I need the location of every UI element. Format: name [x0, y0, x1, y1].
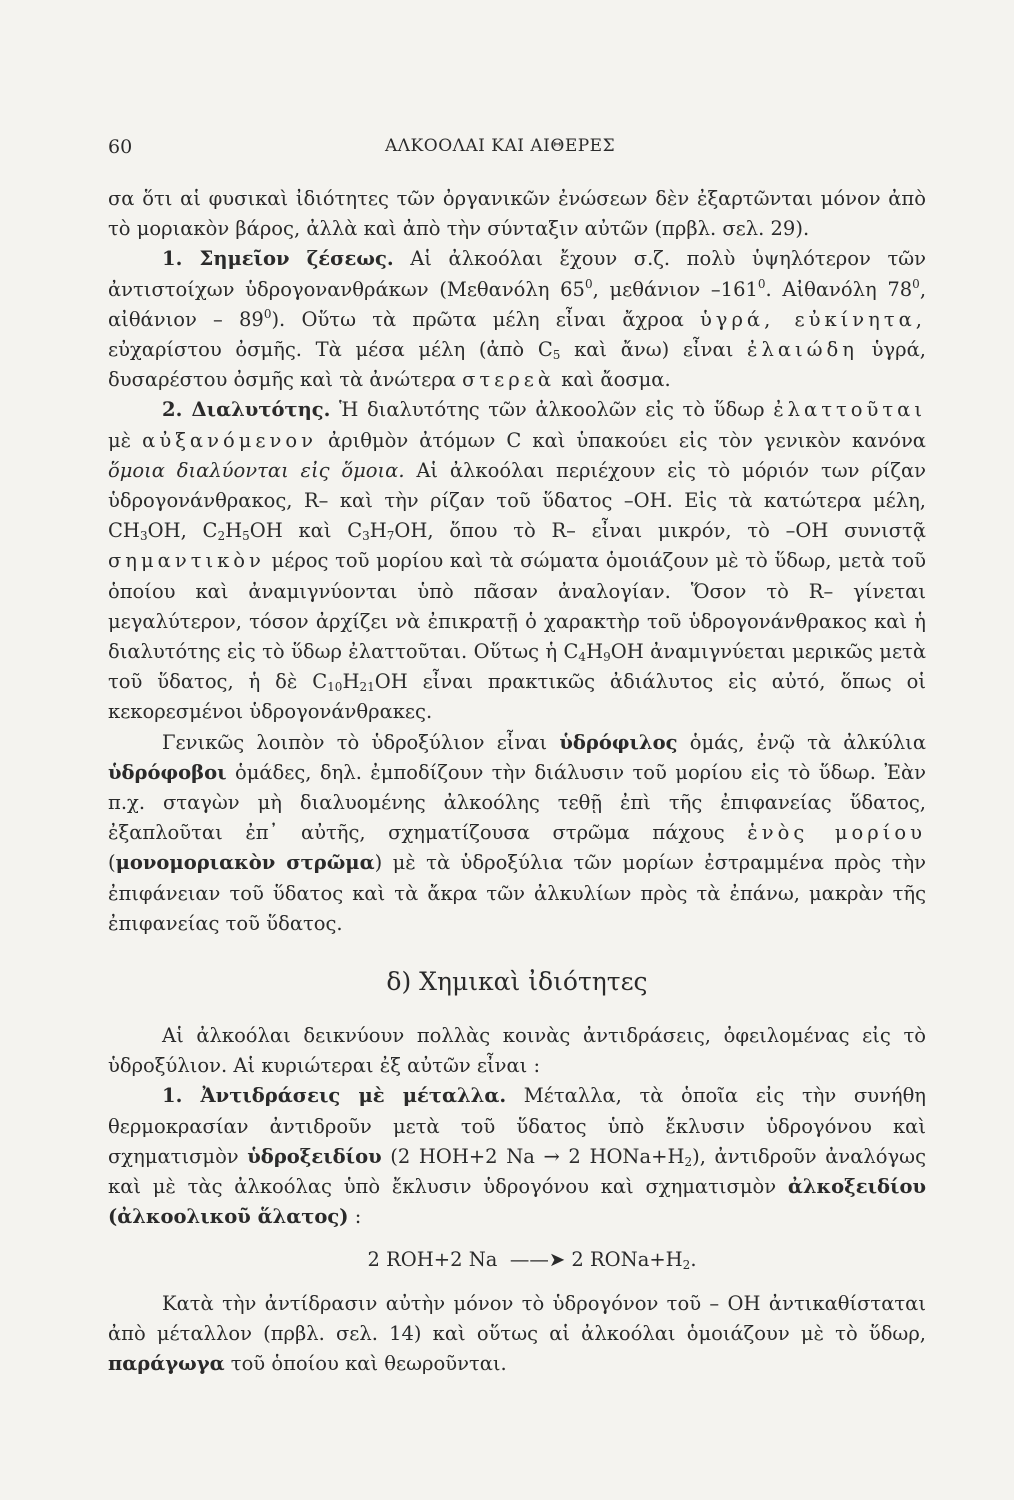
metal-reactions-heading: 1. Ἀντιδράσεις μὲ μέταλλα. [162, 1084, 507, 1108]
paragraph-metal-reactions: 1. Ἀντιδράσεις μὲ μέταλλα. Μέταλλα, τὰ ὁποῖα εἰς τὴν συνήθη θερμοκρασίαν ἀντιδροῦν μετὰ τοῦ ὕδατος ὑπὸ ἔκλυσιν ὑδρογόνου καὶ σχηματισμὸν ὑδροξειδίου (2 HOH+2 Na → 2 $HONa+H_2$), ἀντιδροῦν ἀναλόγως καὶ μὲ τὰς ἀλκοόλας ὑπὸ ἔκλυσιν ὑδρογόνου καὶ σχηματισμὸν ἀλκοξειδίου (ἀλκοολικοῦ ἅλατος) : [108, 1084, 926, 1229]
paragraph-substitution: Κατὰ τὴν ἀντίδρασιν αὐτὴν μόνον τὸ ὑδρογόνον τοῦ – OH ἀντικαθίσταται ἀπὸ μέταλλον (πρβλ. σελ. 14) καὶ οὕτως αἱ ἀλκοόλαι ὁμοιάζουν μὲ τὸ ὕδωρ, παράγωγα τοῦ ὁποίου καὶ θεωροῦνται. [108, 1291, 926, 1375]
solubility-heading: 2. Διαλυτότης. [162, 398, 331, 422]
page-header [108, 136, 926, 166]
page-number: 60 [108, 136, 133, 158]
reaction-equation: 2 ROH+2 Na ——➤ 2 $RONa+H_2$. [367, 1247, 697, 1272]
boiling-point-heading: 1. Σημεῖον ζέσεως. [162, 247, 394, 271]
paragraph-solubility: 2. Διαλυτότης. Ἡ διαλυτότης τῶν ἀλκοολῶν εἰς τὸ ὕδωρ ἐλαττοῦται μὲ αὐξανόμενον ἀριθμὸν ἀτόμων C καὶ ὑπακούει εἰς τὸν γενικὸν κανόνα ὅμοια διαλύονται εἰς ὅμοια. Αἱ ἀλκοόλαι περιέχουν εἰς τὸ μόριόν των ρίζαν ὑδρογονάνθρακος, R– καὶ τὴν ρίζαν τοῦ ὕδατος –OH. Εἰς τὰ κατώτερα μέλη, $CH_3OH$, $C_2H_5OH$ καὶ $C_3H_7OH$, ὅπου τὸ R– εἶναι μικρόν, τὸ –OH συνιστᾷ σημαντικὸν μέρος τοῦ μορίου καὶ τὰ σώματα ὁμοιάζουν μὲ τὸ ὕδωρ, μετὰ τοῦ ὁποίου καὶ ἀναμιγνύονται ὑπὸ πᾶσαν ἀναλογίαν. Ὅσον τὸ R– γίνεται μεγαλύτερον, τόσον ἀρχίζει νὰ ἐπικρατῇ ὁ χαρακτὴρ τοῦ ὑδρογονάνθρακος καὶ ἡ διαλυτότης εἰς τὸ ὕδωρ ἐλαττοῦται. Οὕτως ἡ $C_4H_9OH$ ἀναμιγνύεται μερικῶς μετὰ τοῦ ὕδατος, ἡ δὲ $C_{10}H_{21}OH$ εἶναι πρακτικῶς ἀδιάλυτος εἰς αὐτό, ὅπως οἱ κεκορεσμένοι ὑδρογονάνθρακες. [108, 398, 927, 724]
section-title-chemical-properties: δ) Χημικαὶ ἰδιότητες [386, 967, 648, 997]
paragraph-hydrophilic: Γενικῶς λοιπὸν τὸ ὑδροξύλιον εἶναι ὑδρόφιλος ὁμάς, ἐνῷ τὰ ἀλκύλια ὑδρόφοβοι ὁμάδες, δηλ. ἐμποδίζουν τὴν διάλυσιν τοῦ μορίου εἰς τὸ ὕδωρ. Ἐὰν π.χ. σταγὼν μὴ διαλυομένης ἀλκοόλης τεθῇ ἐπὶ τῆς ἐπιφανείας ὕδατος, ἐξαπλοῦται ἐπ᾽ αὐτῆς, σχηματίζουσα στρῶμα πάχους ἑνὸς μορίου (μονομοριακὸν στρῶμα) μὲ τὰ ὑδροξύλια τῶν μορίων ἐστραμμένα πρὸς τὴν ἐπιφάνειαν τοῦ ὕδατος καὶ τὰ ἄκρα τῶν ἀλκυλίων πρὸς τὰ ἐπάνω, μακρὰν τῆς ἐπιφανείας τοῦ ὕδατος. [108, 730, 926, 935]
reaction-arrow-icon: ——➤ [509, 1247, 566, 1271]
paragraph-reactions-intro: Αἱ ἀλκοόλαι δεικνύουν πολλὰς κοινὰς ἀντιδράσεις, ὀφειλομένας εἰς τὸ ὑδροξύλιον. Αἱ κυριώτεραι ἐξ αὐτῶν εἶναι : [108, 1024, 926, 1078]
paragraph-boiling-point: 1. Σημεῖον ζέσεως. Αἱ ἀλκοόλαι ἔχουν σ.ζ. πολὺ ὑψηλότερον τῶν ἀντιστοίχων ὑδρογονανθράκων (Μεθανόλη $65^0$, μεθάνιον $-161^0$. Αἰθανόλη $78^0$, αἰθάνιον – $89^0$). Οὕτω τὰ πρῶτα μέλη εἶναι ἄχροα ὑγρά, εὐκίνητα, εὐχαρίστου ὀσμῆς. Τὰ μέσα μέλη (ἀπὸ $C_5$ καὶ ἄνω) εἶναι ἐλαιώδη ὑγρά, δυσαρέστου ὀσμῆς καὶ τὰ ἀνώτερα στερεὰ καὶ ἄοσμα. [108, 247, 927, 392]
paragraph-intro: σα ὅτι αἱ φυσικαὶ ἰδιότητες τῶν ὀργανικῶν ἐνώσεων δὲν ἐξαρτῶνται μόνον ἀπὸ τὸ μοριακὸν βάρος, ἀλλὰ καὶ ἀπὸ τὴν σύνταξιν αὐτῶν (πρβλ. σελ. 29). [108, 187, 926, 241]
document-page [108, 136, 926, 1379]
running-head: ΑΛΚΟΟΛΑΙ ΚΑΙ ΑΙΘΕΡΕΣ [385, 136, 616, 156]
